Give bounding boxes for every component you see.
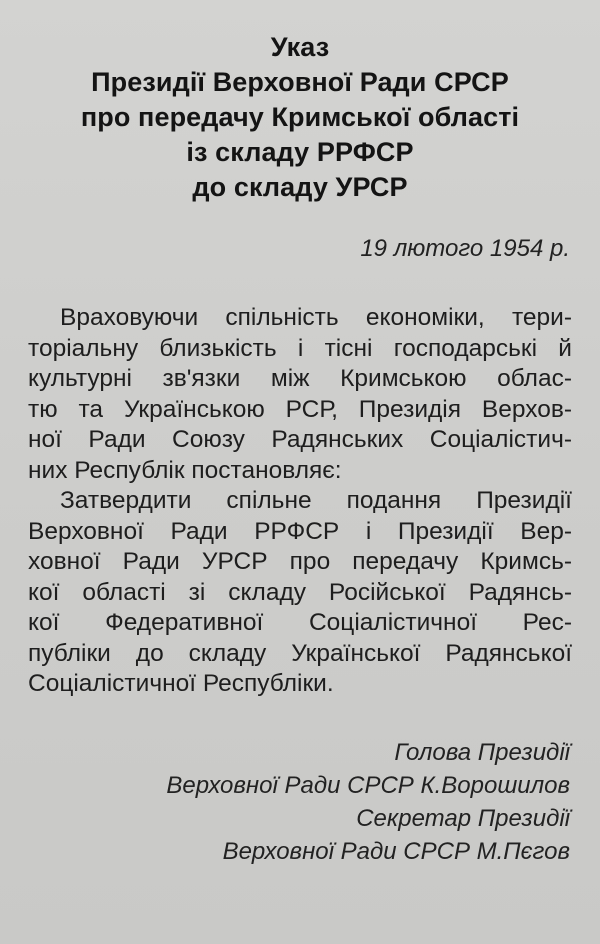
paragraph2-line: кої області зі складу Російської Радянсь- <box>28 578 572 606</box>
paragraph1-line: них Республік постановляє: <box>28 456 342 484</box>
title-line: Президії Верховної Ради СРСР <box>91 67 509 97</box>
paragraph1-line: ної Ради Союзу Радянських Соціалістич- <box>28 426 572 453</box>
paragraph1-line: культурні зв'язки між Кримською облас- <box>28 365 572 392</box>
paragraph2-line: ховної Ради УРСР про передачу Кримсь- <box>28 548 572 575</box>
signature-block <box>28 736 572 868</box>
paragraph2-line: Затвердити спільне подання Президії <box>60 487 572 514</box>
paragraph1-line: тю та Українською РСР, Президія Верхов- <box>28 395 572 423</box>
paragraph2-line: публіки до складу Української Радянської <box>28 639 572 667</box>
paragraph2-line: Верховної Ради РРФСР і Президії Вер- <box>28 517 572 545</box>
paragraph1-line: Враховуючи спільність економіки, тери- <box>60 304 572 331</box>
title-line: із складу РРФСР <box>186 137 414 167</box>
signature-line: Голова Президії <box>394 738 570 766</box>
paragraph2-line: кої Федеративної Соціалістичної Рес- <box>28 609 572 636</box>
paragraph1-line: торіальну близькість і тісні господарські й <box>28 334 572 362</box>
signature-line: Верховної Ради СРСР К.Ворошилов <box>166 771 570 799</box>
title-line: Указ <box>270 32 330 62</box>
title-line: до складу УРСР <box>192 172 408 202</box>
decree-date: 19 лютого 1954 р. <box>360 235 570 262</box>
signature-line: Верховної Ради СРСР М.Пєгов <box>222 837 570 865</box>
signature-line: Секретар Президії <box>356 804 570 832</box>
decree-title <box>28 30 572 205</box>
title-line: про передачу Кримської області <box>80 102 520 132</box>
paragraph2-line: Соціалістичної Республіки. <box>28 670 334 697</box>
decree-body <box>28 303 572 700</box>
